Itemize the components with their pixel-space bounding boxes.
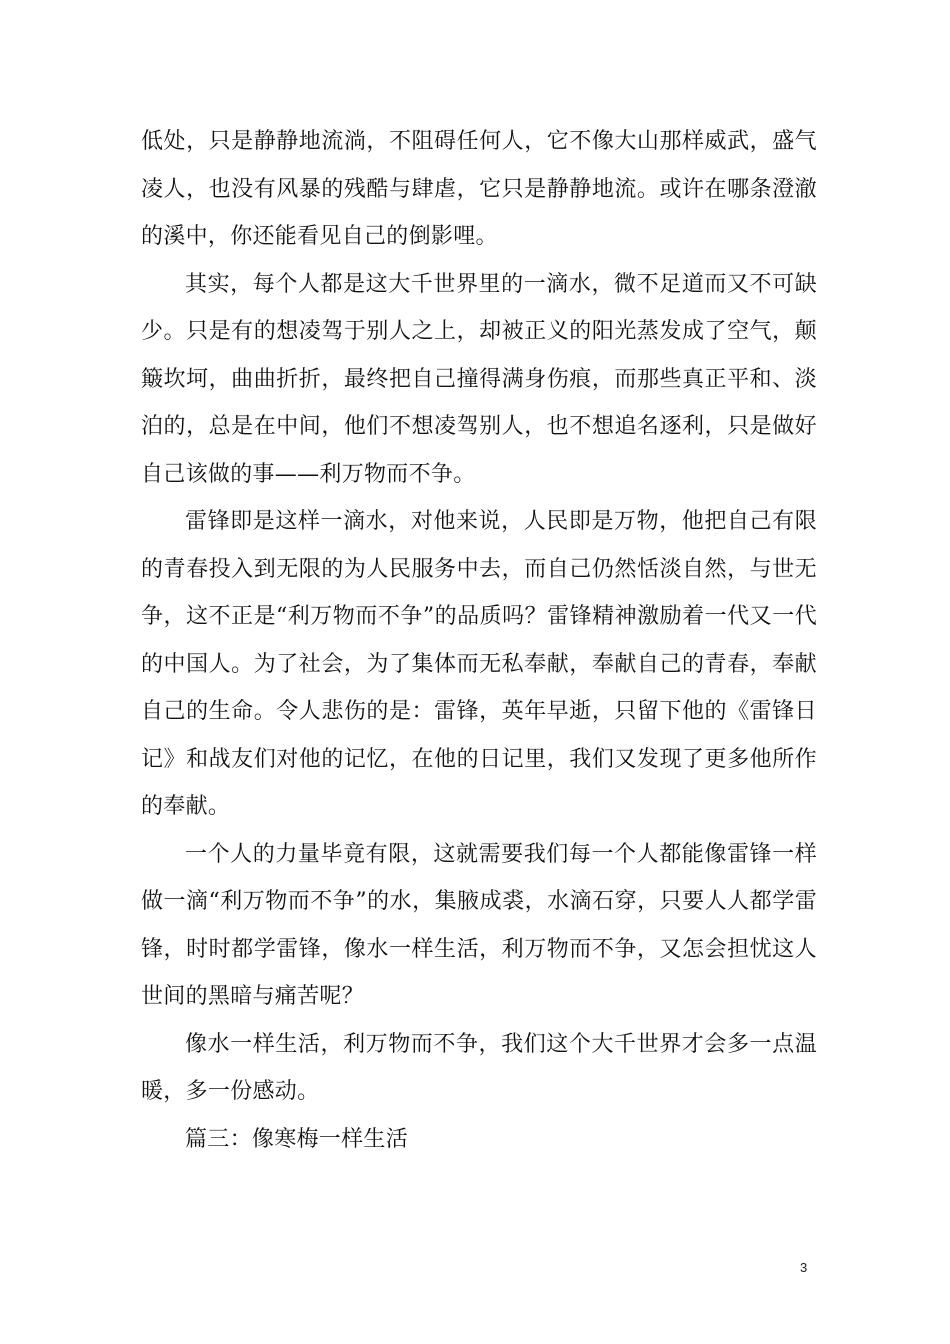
body-text (141, 118, 817, 1163)
paragraph: 雷锋即是这样一滴水，对他来说，人民即是万物，他把自己有限的青春投入到无限的为人民服务中去，而自己仍然恬淡自然，与世无争，这不正是“利万物而不争”的品质吗？雷锋精神激励着一代又一代的中国人。为了社会，为了集体而无私奉献，奉献自己的青春，奉献自己的生命。令人悲伤的是：雷锋，英年早逝，只留下他的《雷锋日记》和战友们对他的记忆，在他的日记里，我们又发现了更多他所作的奉献。 (141, 509, 817, 819)
paragraph: 其实，每个人都是这大千世界里的一滴水，微不足道而又不可缺少。只是有的想凌驾于别人之上，却被正义的阳光蒸发成了空气，颠簸坎坷，曲曲折折，最终把自己撞得满身伤痕，而那些真正平和、淡泊的，总是在中间，他们不想凌驾别人，也不想追名逐利，只是做好自己该做的事——利万物而不争。 (141, 271, 817, 487)
paragraph: 像水一样生活，利万物而不争，我们这个大千世界才会多一点温暖，多一份感动。 (141, 1031, 817, 1104)
page-number: 3 (800, 1260, 808, 1275)
section-heading: 篇三：像寒梅一样生活 (185, 1126, 409, 1152)
paragraph-continuation: 低处，只是静静地流淌，不阻碍任何人，它不像大山那样威武，盛气凌人，也没有风暴的残酷与肆虐，它只是静静地流。或许在哪条澄澈的溪中，你还能看见自己的倒影哩。 (141, 129, 817, 249)
paragraph: 一个人的力量毕竟有限，这就需要我们每一个人都能像雷锋一样做一滴“利万物而不争”的水，集腋成裘，水滴石穿，只要人人都学雷锋，时时都学雷锋，像水一样生活，利万物而不争，又怎会担忧这人世间的黑暗与痛苦呢？ (141, 841, 817, 1009)
